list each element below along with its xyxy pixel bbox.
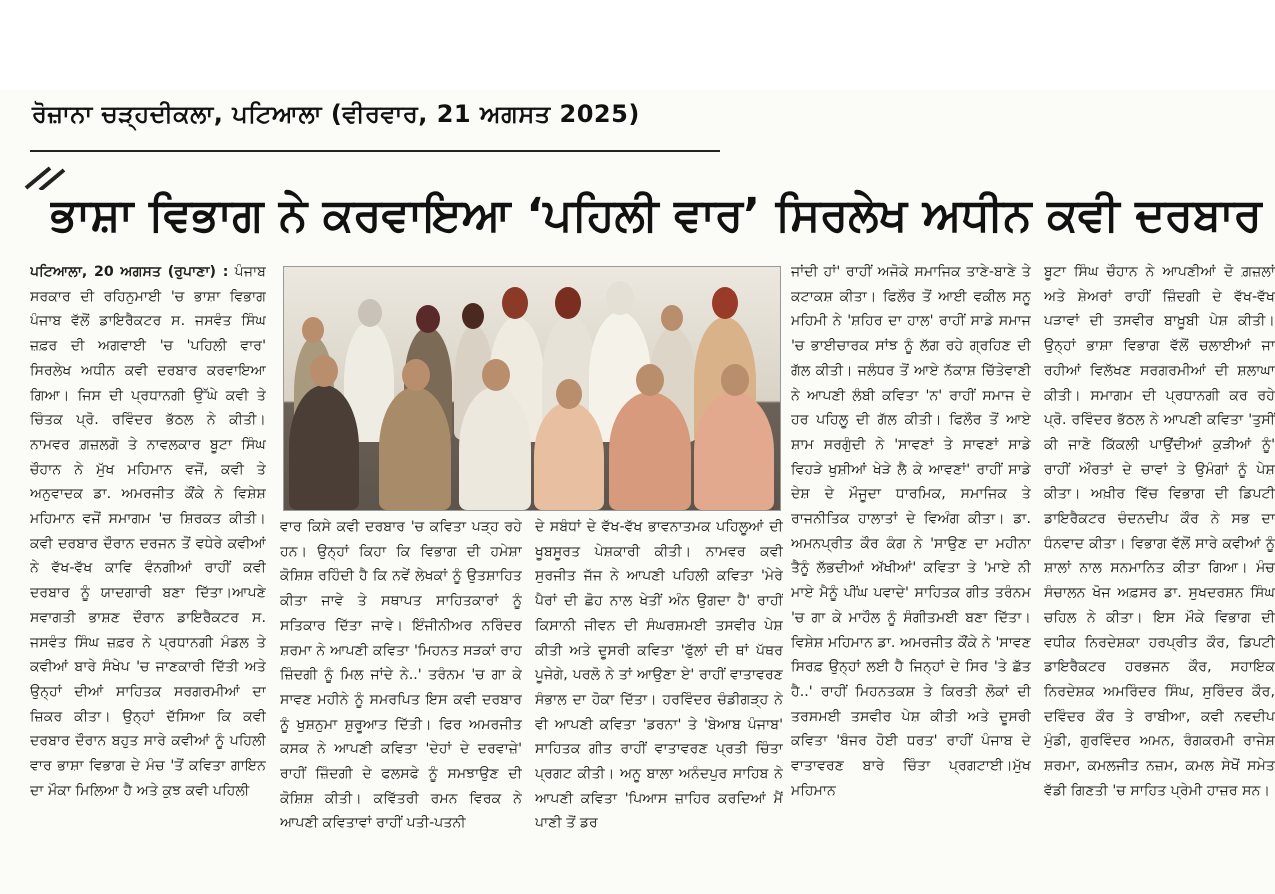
masthead: ਰੋਜ਼ਾਨਾ ਚੜ੍ਹਦੀਕਲਾ, ਪਟਿਆਲਾ (ਵੀਰਵਾਰ, 21 ਅਗਸਤ 2025)	[32, 100, 640, 128]
article-column-2	[280, 515, 522, 894]
photo-person	[379, 387, 451, 510]
photo-person-head	[556, 379, 582, 409]
photo-person-head	[661, 305, 683, 331]
group-photo	[283, 266, 781, 511]
photo-person	[289, 385, 359, 510]
photo-person	[609, 392, 691, 510]
column-2-text: ਵਾਰ ਕਿਸੇ ਕਵੀ ਦਰਬਾਰ 'ਚ ਕਵਿਤਾ ਪੜ੍ਹ ਰਹੇ ਹਨ। ਉਨ੍ਹਾਂ ਕਿਹਾ ਕਿ ਵਿਭਾਗ ਦੀ ਹਮੇਸ਼ਾ ਕੋਸ਼ਿਸ਼ ਰਹਿੰਦੀ ਹੈ ਕਿ ਨਵੇਂ ਲੇਖਕਾਂ ਨੂੰ ਉਤਸ਼ਾਹਿਤ ਕੀਤਾ ਜਾਵੇ ਤੇ ਸਥਾਪਤ ਸਾਹਿਤਕਾਰਾਂ ਨੂੰ ਸਤਿਕਾਰ ਦਿੱਤਾ ਜਾਵੇ। ਇੰਜੀਨੀਅਰ ਨਰਿੰਦਰ ਸ਼ਰਮਾ ਨੇ ਆਪਣੀ ਕਵਿਤਾ 'ਮਿਹਨਤ ਸੜਕਾਂ ਰਾਹ ਜ਼ਿੰਦਗੀ ਨੂੰ ਮਿਲ ਜਾਂਦੇ ਨੇ..' ਤਰੰਨਮ 'ਚ ਗਾ ਕੇ ਸਾਵਣ ਮਹੀਨੇ ਨੂੰ ਸਮਰਪਿਤ ਇਸ ਕਵੀ ਦਰਬਾਰ ਨੂੰ ਖੁਸ਼ਨੁਮਾ ਸ਼ੁਰੂਆਤ ਦਿੱਤੀ। ਫਿਰ ਅਮਰਜੀਤ ਕਸਕ ਨੇ ਆਪਣੀ ਕਵਿਤਾ 'ਦੇਹਾਂ ਦੇ ਦਰਵਾਜ਼ੇ' ਰਾਹੀਂ ਜ਼ਿੰਦਗੀ ਦੇ ਫਲਸਫੇ ਨੂੰ ਸਮਝਾਉਣ ਦੀ ਕੋਸ਼ਿਸ਼ ਕੀਤੀ। ਕਵਿੱਤਰੀ ਰਮਨ ਵਿਰਕ ਨੇ ਆਪਣੀ ਕਵਿਤਾਵਾਂ ਰਾਹੀਂ ਪਤੀ-ਪਤਨੀ	[280, 519, 522, 832]
photo-person	[694, 392, 774, 510]
article-column-4	[791, 260, 1031, 894]
photo-person	[459, 387, 531, 510]
article-headline: ਭਾਸ਼ਾ ਵਿਭਾਗ ਨੇ ਕਰਵਾਇਆ ‘ਪਹਿਲੀ ਵਾਰ’ ਸਿਰਲੇਖ ਅਧੀਨ ਕਵੀ ਦਰਬਾਰ	[50, 188, 1262, 241]
photo-person-head	[302, 317, 324, 343]
photo-person-head	[555, 287, 581, 319]
photo-person-head	[462, 303, 484, 329]
column-5-text: ਬੂਟਾ ਸਿੰਘ ਚੌਹਾਨ ਨੇ ਆਪਣੀਆਂ ਦੋ ਗ਼ਜ਼ਲਾਂ ਅਤੇ ਸ਼ੇਅਰਾਂ ਰਾਹੀਂ ਜ਼ਿੰਦਗੀ ਦੇ ਵੱਖ-ਵੱਖ ਪੜਾਵਾਂ ਦੀ ਤਸਵੀਰ ਬਾਖ਼ੂਬੀ ਪੇਸ਼ ਕੀਤੀ। ਉਨ੍ਹਾਂ ਭਾਸ਼ਾ ਵਿਭਾਗ ਵੱਲੋਂ ਚਲਾਈਆਂ ਜਾ ਰਹੀਆਂ ਵਿਲੱਖਣ ਸਰਗਰਮੀਆਂ ਦੀ ਸ਼ਲਾਘਾ ਕੀਤੀ। ਸਮਾਗਮ ਦੀ ਪ੍ਰਧਾਨਗੀ ਕਰ ਰਹੇ ਪ੍ਰੋ. ਰਵਿੰਦਰ ਭੱਠਲ ਨੇ ਆਪਣੀ ਕਵਿਤਾ 'ਤੁਸੀਂ ਕੀ ਜਾਣੋ ਕਿੱਕਲੀ ਪਾਉਂਦੀਆਂ ਕੁੜੀਆਂ ਨੂੰ' ਰਾਹੀਂ ਔਰਤਾਂ ਦੇ ਚਾਵਾਂ ਤੇ ਉਮੰਗਾਂ ਨੂੰ ਪੇਸ਼ ਕੀਤਾ। ਅਖ਼ੀਰ ਵਿੱਚ ਵਿਭਾਗ ਦੀ ਡਿਪਟੀ ਡਾਇਰੈਕਟਰ ਚੰਦਨਦੀਪ ਕੌਰ ਨੇ ਸਭ ਦਾ ਧੰਨਵਾਦ ਕੀਤਾ। ਵਿਭਾਗ ਵੱਲੋਂ ਸਾਰੇ ਕਵੀਆਂ ਨੂੰ ਸ਼ਾਲਾਂ ਨਾਲ ਸਨਮਾਨਿਤ ਕੀਤਾ ਗਿਆ। ਮੰਚ ਸੰਚਾਲਨ ਖੋਜ ਅਫ਼ਸਰ ਡਾ. ਸੁਖਦਰਸ਼ਨ ਸਿੰਘ ਚਹਿਲ ਨੇ ਕੀਤਾ। ਇਸ ਮੌਕੇ ਵਿਭਾਗ ਦੀ ਵਧੀਕ ਨਿਰਦੇਸ਼ਕਾ ਹਰਪ੍ਰੀਤ ਕੌਰ, ਡਿਪਟੀ ਡਾਇਰੈਕਟਰ ਹਰਭਜਨ ਕੌਰ, ਸਹਾਇਕ ਨਿਰਦੇਸ਼ਕ ਅਮਰਿੰਦਰ ਸਿੰਘ, ਸੁਰਿੰਦਰ ਕੌਰ, ਦਵਿੰਦਰ ਕੌਰ ਤੇ ਰਾਬੀਆ, ਕਵੀ ਨਵਦੀਪ ਮੁੰਡੀ, ਗੁਰਵਿੰਦਰ ਅਮਨ, ਰੰਗਕਰਮੀ ਰਾਜੇਸ਼ ਸ਼ਰਮਾ, ਕਮਲਜੀਤ ਨਜ਼ਮ, ਕਮਲ ਸੇਖੋਂ ਸਮੇਤ ਵੱਡੀ ਗਿਣਤੀ 'ਚ ਸਾਹਿਤ ਪ੍ਰੇਮੀ ਹਾਜ਼ਰ ਸਨ।	[1044, 264, 1275, 799]
article-column-1	[30, 260, 266, 894]
column-1-text: ਪੰਜਾਬ ਸਰਕਾਰ ਦੀ ਰਹਿਨੁਮਾਈ 'ਚ ਭਾਸ਼ਾ ਵਿਭਾਗ ਪੰਜਾਬ ਵੱਲੋਂ ਡਾਇਰੈਕਟਰ ਸ. ਜਸਵੰਤ ਸਿੰਘ ਜ਼ਫ਼ਰ ਦੀ ਅਗਵਾਈ 'ਚ 'ਪਹਿਲੀ ਵਾਰ' ਸਿਰਲੇਖ ਅਧੀਨ ਕਵੀ ਦਰਬਾਰ ਕਰਵਾਇਆ ਗਿਆ। ਜਿਸ ਦੀ ਪ੍ਰਧਾਨਗੀ ਉੱਘੇ ਕਵੀ ਤੇ ਚਿੰਤਕ ਪ੍ਰੋ. ਰਵਿੰਦਰ ਭੱਠਲ ਨੇ ਕੀਤੀ। ਨਾਮਵਰ ਗ਼ਜ਼ਲਗੋ ਤੇ ਨਾਵਲਕਾਰ ਬੂਟਾ ਸਿੰਘ ਚੌਹਾਨ ਨੇ ਮੁੱਖ ਮਹਿਮਾਨ ਵਜੋਂ, ਕਵੀ ਤੇ ਅਨੁਵਾਦਕ ਡਾ. ਅਮਰਜੀਤ ਕੌਂਕੇ ਨੇ ਵਿਸ਼ੇਸ਼ ਮਹਿਮਾਨ ਵਜੋਂ ਸਮਾਗਮ 'ਚ ਸ਼ਿਰਕਤ ਕੀਤੀ। ਕਵੀ ਦਰਬਾਰ ਦੌਰਾਨ ਦਰਜਨ ਤੋਂ ਵਧੇਰੇ ਕਵੀਆਂ ਨੇ ਵੱਖ-ਵੱਖ ਕਾਵਿ ਵੰਨਗੀਆਂ ਰਾਹੀਂ ਕਵੀ ਦਰਬਾਰ ਨੂੰ ਯਾਦਗਾਰੀ ਬਣਾ ਦਿੱਤਾ।ਆਪਣੇ ਸਵਾਗਤੀ ਭਾਸ਼ਣ ਦੌਰਾਨ ਡਾਇਰੈਕਟਰ ਸ. ਜਸਵੰਤ ਸਿੰਘ ਜ਼ਫ਼ਰ ਨੇ ਪ੍ਰਧਾਨਗੀ ਮੰਡਲ ਤੇ ਕਵੀਆਂ ਬਾਰੇ ਸੰਖੇਪ 'ਚ ਜਾਣਕਾਰੀ ਦਿੱਤੀ ਅਤੇ ਉਨ੍ਹਾਂ ਦੀਆਂ ਸਾਹਿਤਕ ਸਰਗਰਮੀਆਂ ਦਾ ਜ਼ਿਕਰ ਕੀਤਾ। ਉਨ੍ਹਾਂ ਦੱਸਿਆ ਕਿ ਕਵੀ ਦਰਬਾਰ ਦੌਰਾਨ ਬਹੁਤ ਸਾਰੇ ਕਵੀਆਂ ਨੂੰ ਪਹਿਲੀ ਵਾਰ ਭਾਸ਼ਾ ਵਿਭਾਗ ਦੇ ਮੰਚ 'ਤੋਂ ਕਵਿਤਾ ਗਾਇਨ ਦਾ ਮੌਕਾ ਮਿਲਿਆ ਹੈ ਅਤੇ ਕੁਝ ਕਵੀ ਪਹਿਲੀ	[30, 264, 266, 799]
photo-person-head	[606, 281, 634, 315]
article-column-5	[1044, 260, 1275, 894]
dateline: ਪਟਿਆਲਾ, 20 ਅਗਸਤ (ਰੁਪਾਣਾ) :	[30, 264, 229, 280]
photo-person-head	[402, 359, 430, 391]
photo-person-head	[636, 364, 664, 396]
column-3-text: ਦੇ ਸਬੰਧਾਂ ਦੇ ਵੱਖ-ਵੱਖ ਭਾਵਨਾਤਮਕ ਪਹਿਲੂਆਂ ਦੀ ਖੂਬਸੂਰਤ ਪੇਸ਼ਕਾਰੀ ਕੀਤੀ। ਨਾਮਵਰ ਕਵੀ ਸੁਰਜੀਤ ਜੱਜ ਨੇ ਆਪਣੀ ਪਹਿਲੀ ਕਵਿਤਾ 'ਮੇਰੇ ਪੈਰਾਂ ਦੀ ਛੋਹ ਨਾਲ ਖੇਤੀਂ ਅੰਨ ਉਗਦਾ ਹੈ' ਰਾਹੀਂ ਕਿਸਾਨੀ ਜੀਵਨ ਦੀ ਸੰਘਰਸ਼ਮਈ ਤਸਵੀਰ ਪੇਸ਼ ਕੀਤੀ ਅਤੇ ਦੂਸਰੀ ਕਵਿਤਾ 'ਫੁੱਲਾਂ ਦੀ ਥਾਂ ਪੱਥਰ ਪੂਜੇਗੇ, ਪਰਲੋ ਨੇ ਤਾਂ ਆਉਣਾ ਏ' ਰਾਹੀਂ ਵਾਤਾਵਰਣ ਸੰਭਾਲ ਦਾ ਹੋਕਾ ਦਿੱਤਾ। ਹਰਵਿੰਦਰ ਚੰਡੀਗੜ੍ਹ ਨੇ ਵੀ ਆਪਣੀ ਕਵਿਤਾ 'ਡਰਨਾ' ਤੇ 'ਬੇਆਬ ਪੰਜਾਬ' ਸਾਹਿਤਕ ਗੀਤ ਰਾਹੀਂ ਵਾਤਾਵਰਣ ਪ੍ਰਤੀ ਚਿੰਤਾ ਪ੍ਰਗਟ ਕੀਤੀ। ਅਨੂ ਬਾਲਾ ਅਨੰਦਪੁਰ ਸਾਹਿਬ ਨੇ ਆਪਣੀ ਕਵਿਤਾ 'ਪਿਆਸ ਜ਼ਾਹਿਰ ਕਰਦਿਆਂ ਮੈਂ ਪਾਣੀ ਤੋਂ ਡਰ	[535, 519, 783, 832]
photo-person-head	[721, 364, 749, 396]
column-4-text: ਜਾਂਦੀ ਹਾਂ' ਰਾਹੀਂ ਅਜੋਕੇ ਸਮਾਜਿਕ ਤਾਣੇ-ਬਾਣੇ ਤੇ ਕਟਾਕਸ਼ ਕੀਤਾ। ਫਿਲੌਰ ਤੋਂ ਆਈ ਵਕੀਲ ਸਨੂ ਮਹਿਮੀ ਨੇ 'ਸ਼ਹਿਰ ਦਾ ਹਾਲ' ਰਾਹੀਂ ਸਾਡੇ ਸਮਾਜ 'ਚ ਭਾਈਚਾਰਕ ਸਾਂਝ ਨੂੰ ਲੱਗ ਰਹੇ ਗ੍ਰਹਿਣ ਦੀ ਗੱਲ ਕੀਤੀ। ਜਲੰਧਰ ਤੋਂ ਆਏ ਨੱਕਾਸ਼ ਚਿੱਤੇਵਾਣੀ ਨੇ ਆਪਣੀ ਲੰਬੀ ਕਵਿਤਾ 'ਨ' ਰਾਹੀਂ ਸਮਾਜ ਦੇ ਹਰ ਪਹਿਲੂ ਦੀ ਗੱਲ ਕੀਤੀ। ਫਿਲੌਰ ਤੋਂ ਆਏ ਸ਼ਾਮ ਸਰਗੁੰਦੀ ਨੇ 'ਸਾਵਣਾਂ ਤੇ ਸਾਵਣਾਂ ਸਾਡੇ ਵਿਹੜੇ ਖੁਸ਼ੀਆਂ ਖੇੜੇ ਲੈ ਕੇ ਆਵਣਾਂ' ਰਾਹੀਂ ਸਾਡੇ ਦੇਸ਼ ਦੇ ਮੌਜੂਦਾ ਧਾਰਮਿਕ, ਸਮਾਜਿਕ ਤੇ ਰਾਜਨੀਤਿਕ ਹਾਲਾਤਾਂ ਦੇ ਵਿਅੰਗ ਕੀਤਾ। ਡਾ. ਅਮਨਪ੍ਰੀਤ ਕੌਰ ਕੰਗ ਨੇ 'ਸਾਉਣ ਦਾ ਮਹੀਨਾ ਤੈਨੂੰ ਲੱਭਦੀਆਂ ਅੱਖੀਆਂ' ਕਵਿਤਾ ਤੇ 'ਮਾਏ ਨੀ ਮਾਏ ਮੈਨੂੰ ਪੀਂਘ ਪਵਾਦੇ' ਸਾਹਿਤਕ ਗੀਤ ਤਰੰਨਮ 'ਚ ਗਾ ਕੇ ਮਾਹੌਲ ਨੂੰ ਸੰਗੀਤਮਈ ਬਣਾ ਦਿੱਤਾ। ਵਿਸ਼ੇਸ਼ ਮਹਿਮਾਨ ਡਾ. ਅਮਰਜੀਤ ਕੌਂਕੇ ਨੇ 'ਸਾਵਣ ਸਿਰਫ਼ ਉਨ੍ਹਾਂ ਲਈ ਹੈ ਜਿਨ੍ਹਾਂ ਦੇ ਸਿਰ 'ਤੇ ਛੱਤ ਹੈ..' ਰਾਹੀਂ ਮਿਹਨਤਕਸ਼ ਤੇ ਕਿਰਤੀ ਲੋਕਾਂ ਦੀ ਤਰਸਮਈ ਤਸਵੀਰ ਪੇਸ਼ ਕੀਤੀ ਅਤੇ ਦੂਸਰੀ ਕਵਿਤਾ 'ਬੰਜਰ ਹੋਈ ਧਰਤ' ਰਾਹੀਂ ਪੰਜਾਬ ਦੇ ਵਾਤਾਵਰਣ ਬਾਰੇ ਚਿੰਤਾ ਪ੍ਰਗਟਾਈ।ਮੁੱਖ ਮਹਿਮਾਨ	[791, 264, 1031, 799]
photo-person-head	[712, 287, 738, 319]
blank-margin	[0, 0, 1275, 90]
photo-person-head	[358, 299, 382, 327]
masthead-rule	[30, 150, 720, 152]
photo-person-head	[502, 287, 528, 319]
photo-person-head	[482, 359, 510, 391]
photo-person-head	[310, 355, 338, 387]
photo-person	[534, 402, 604, 510]
photo-person-head	[416, 305, 440, 333]
article-column-3	[535, 515, 783, 894]
